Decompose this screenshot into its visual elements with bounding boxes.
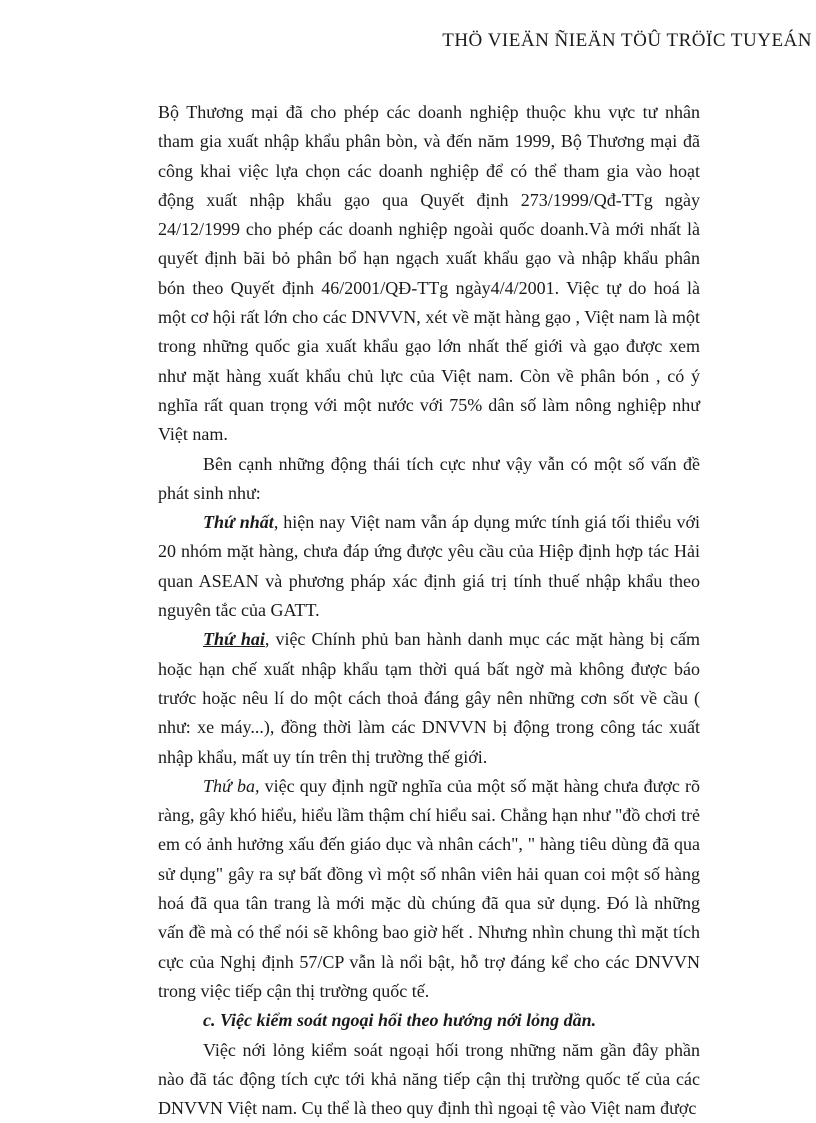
page-header: THÖ VIEÄN ÑIEÄN TÖÛ TRÖÏC TUYEÁN	[442, 30, 812, 51]
paragraph-text: việc quy định ngữ nghĩa của một số mặt hàng chưa được rõ ràng, gây khó hiểu, hiểu lầm thậm chí hiểu sai. Chẳng hạn như "đồ chơi trẻ em có ảnh hưởng xấu đến giáo dục và nhân cách", " hàng tiêu dùng đã qua sử dụng" gây ra sự bất đồng vì một số nhân viên hải quan coi một số hàng hoá đã qua tân trang là mới mặc dù chúng đã qua sử dụng. Đó là những vấn đề mà có thể nói sẽ không bao giờ hết . Nhưng nhìn chung thì mặt tích cực của Nghị định 57/CP vẫn là nổi bật, hỗ trợ đáng kể cho các DNVVN trong việc tiếp cận thị trường quốc tế.	[158, 775, 701, 1001]
section-heading: c. Việc kiểm soát ngoại hối theo hướng nới lỏng dần.	[203, 1010, 597, 1031]
paragraph: Bên cạnh những động thái tích cực như vậy vẫn có một số vấn đề phát sinh như:	[158, 453, 700, 503]
paragraph-lead: Thứ ba,	[203, 775, 260, 796]
paragraph: Việc nới lỏng kiểm soát ngoại hối trong những năm gần đây phần nào đã tác động tích cực tới khả năng tiếp cận thị trường quốc tế của các DNVVN Việt nam. Cụ thể là theo quy định thì ngoại tệ vào Việt nam được	[158, 1039, 700, 1119]
paragraph	[158, 772, 700, 1006]
paragraph-lead: Thứ hai	[203, 629, 265, 650]
paragraph-text: , việc Chính phủ ban hành danh mục các mặt hàng bị cấm hoặc hạn chế xuất nhập khẩu tạm thời quá bất ngờ mà không được báo trước hoặc nêu lí do một cách thoả đáng gây nên những cơn sốt về cầu ( như: xe máy...), đồng thời làm các DNVVN bị động trong công tác xuất nhập khẩu, mất uy tín trên thị trường thế giới.	[158, 629, 700, 767]
paragraph-lead: Thứ nhất	[203, 512, 274, 533]
paragraph	[158, 508, 700, 625]
document-body	[158, 98, 700, 1123]
paragraph: Bộ Thương mại đã cho phép các doanh nghiệp thuộc khu vực tư nhân tham gia xuất nhập khẩu phân bòn, và đến năm 1999, Bộ Thương mại đã công khai việc lựa chọn các doanh nghiệp để có thể tham gia vào hoạt động xuất nhập khẩu gạo qua Quyết định 273/1999/Qđ-TTg ngày 24/12/1999 cho phép các doanh nghiệp ngoài quốc doanh.Và mới nhất là quyết định bãi bỏ phân bổ hạn ngạch xuất khẩu gạo và nhập khẩu phân bón theo Quyết định 46/2001/QĐ-TTg ngày4/4/2001. Việc tự do hoá là một cơ hội rất lớn cho các DNVVN, xét về mặt hàng gạo , Việt nam là một trong những quốc gia xuất khẩu gạo lớn nhất thế giới và gạo được xem như mặt hàng xuất khẩu chủ lực của Việt nam. Còn về phân bón , có ý nghĩa rất quan trọng với một nước với 75% dân số làm nông nghiệp như Việt nam.	[158, 102, 700, 445]
paragraph	[158, 625, 700, 771]
paragraph-text: , hiện nay Việt nam vẫn áp dụng mức tính giá tối thiểu với 20 nhóm mặt hàng, chưa đáp ứng được yêu cầu của Hiệp định hợp tác Hải quan ASEAN và phương pháp xác định giá trị tính thuế nhập khẩu theo nguyên tắc của GATT.	[158, 512, 700, 621]
